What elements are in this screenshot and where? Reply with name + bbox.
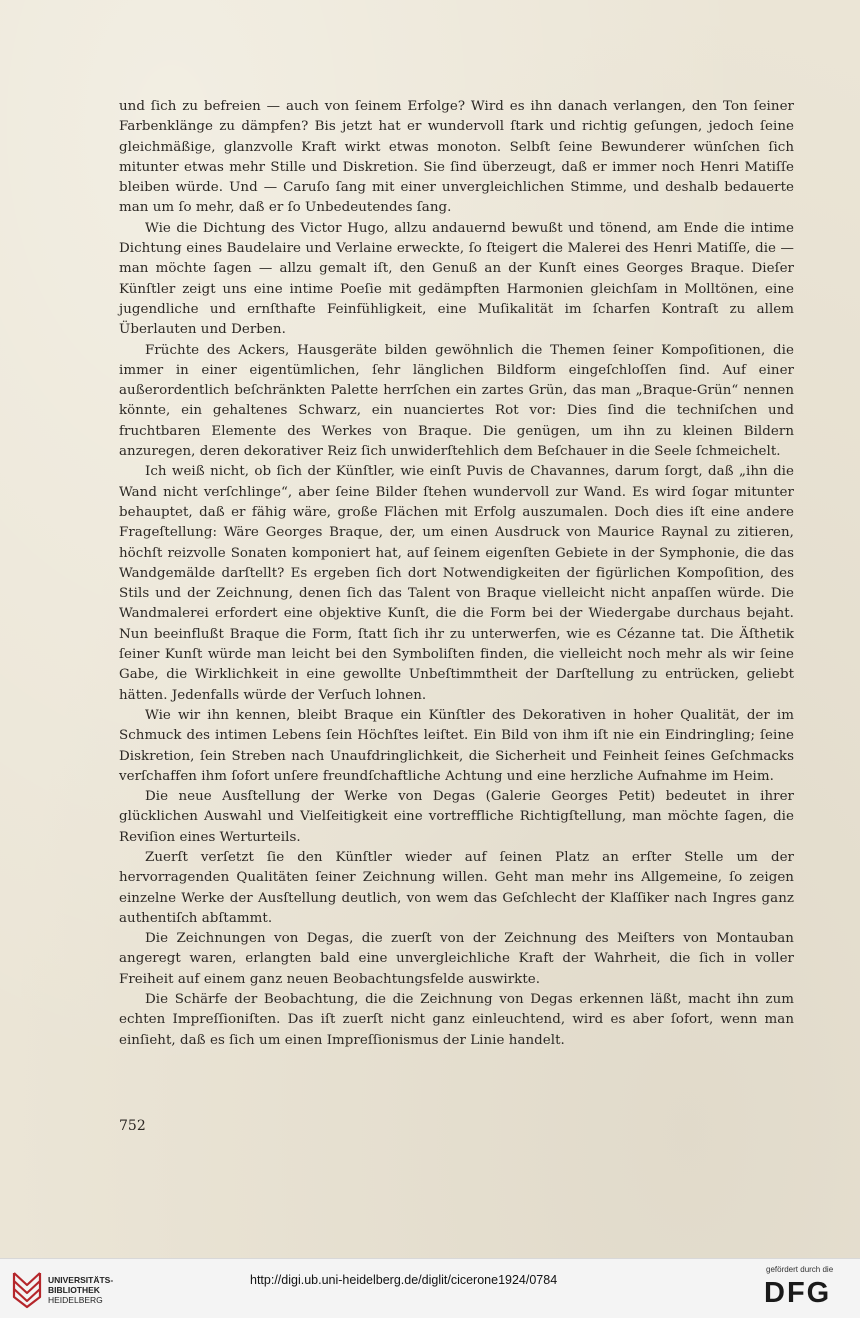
paragraph-8: Die Zeichnungen von Degas, die zuerſt von der Zeichnung des Meiſters von Montauban angeregt waren, erlangten bald eine unvergleichliche Kraft der Wahrheit, die ſich in voller Freiheit auf einem ganz neuen Beobachtungsfelde auswirkte. (119, 931, 794, 987)
page-number: 752 (119, 1118, 146, 1134)
paragraph-9: Die Schärfe der Beobachtung, die die Zeichnung von Degas erkennen läßt, macht ihn zum echten Impreſſioniſten. Das iſt zuerſt nicht ganz einleuchtend, wird es aber ſofort, wenn man einſieht, daß es ſich um einen Impreſſionismus der Linie handelt. (119, 992, 794, 1048)
university-library-name (48, 1275, 113, 1305)
library-name-line-2: BIBLIOTHEK (48, 1285, 100, 1295)
article-body (119, 97, 794, 1051)
sponsor-caption: gefördert durch die (766, 1265, 834, 1274)
paragraph-2: Wie die Dichtung des Victor Hugo, allzu andauernd bewußt und tönend, am Ende die intime Dichtung eines Baudelaire und Verlaine erweckte, ſo ſteigert die Malerei des Henri Matiſſe, die — man möchte ſagen — allzu gemalt iſt, den Genuß an der Kunſt eines Georges Braque. Dieſer Künſtler zeigt uns eine intime Poeſie mit gedämpften Harmonien gleichſam in Molltönen, eine jugendliche und ernſthafte Feinfühligkeit, eine Muſikalität im ſcharfen Kontraſt zu allem Überlauten und Derben. (119, 220, 794, 338)
permalink-url[interactable]: http://digi.ub.uni-heidelberg.de/diglit/cicerone1924/0784 (250, 1273, 558, 1287)
paragraph-5: Wie wir ihn kennen, bleibt Braque ein Künſtler des Dekorativen in hoher Qualität, der im Schmuck des intimen Lebens ſein Höchſtes leiſtet. Ein Bild von ihm iſt nie ein Eindringling; ſeine Diskretion, ſein Streben nach Unaufdringlichkeit, die Sicherheit und Feinheit ſeines Geſchmacks verſchaffen ihm ſofort unſere freundſchaftliche Achtung und eine herzliche Aufnahme im Heim. (119, 707, 794, 784)
paragraph-1: und ſich zu befreien — auch von ſeinem Erfolge? Wird es ihn danach verlangen, den Ton ſeiner Farbenklänge zu dämpfen? Bis jetzt hat er wundervoll ſtark und richtig geſungen, jedoch ſeine gleichmäßige, glanzvolle Kraft wirkt etwas monoton. Selbſt ſeine Bewunderer wünſchen ſich mitunter etwas mehr Stille und Diskretion. Sie ſind überzeugt, daß er immer noch Henri Matiſſe bleiben würde. Und — Caruſo ſang mit einer unvergleichlichen Stimme, und deshalb bedauerte man um ſo mehr, daß er ſo Unbedeutendes ſang. (119, 99, 794, 216)
paragraph-6: Die neue Ausſtellung der Werke von Degas (Galerie Georges Petit) bedeutet in ihrer glücklichen Auswahl und Vielſeitigkeit eine vortreffliche Richtigſtellung, man möchte ſagen, die Reviſion eines Werturteils. (119, 789, 794, 845)
paragraph-4: Ich weiß nicht, ob ſich der Künſtler, wie einſt Puvis de Chavannes, darum ſorgt, daß „ihn die Wand nicht verſchlinge“, aber ſeine Bilder ſtehen wundervoll zur Wand. Es wird ſogar mitunter behauptet, daß er fähig wäre, große Flächen mit Erfolg auszumalen. Doch dies iſt eine andere Frageſtellung: Wäre Georges Braque, der, um einen Ausdruck von Maurice Raynal zu zitieren, höchſt reizvolle Sonaten komponiert hat, auf ſeinem eigenſten Gebiete in der Symphonie, die das Wandgemälde darſtellt? Es ergeben ſich dort Notwendigkeiten der figürlichen Kompoſition, des Stils und der Zeichnung, denen ſich das Talent von Braque vielleicht nicht anpaſſen würde. Die Wandmalerei erfordert eine objektive Kunſt, die die Form bei der Wiedergabe durchaus bejaht. Nun beeinflußt Braque die Form, ſtatt ſich ihr zu unterwerfen, wie es Cézanne tat. Die Äſthetik ſeiner Kunſt würde man leicht bei den Symboliſten finden, die vielleicht noch mehr als wir ſeine Gabe, die Wirklichkeit in eine gewollte Unbeſtimmtheit der Darſtellung zu entrücken, geliebt hätten. Jedenfalls würde der Verſuch lohnen. (119, 464, 794, 703)
university-library-logo-icon (10, 1267, 44, 1309)
paragraph-7: Zuerſt verſetzt ſie den Künſtler wieder auf ſeinen Platz an erſter Stelle um der hervorragenden Qualitäten ſeiner Zeichnung willen. Geht man mehr ins Allgemeine, ſo zeigen einzelne Werke der Ausſtellung deutlich, von wem das Geſchlecht der Klaſſiker nach Ingres ganz authentiſch abſtammt. (119, 849, 794, 926)
digitization-footer (0, 1258, 860, 1318)
paragraph-3: Früchte des Ackers, Hausgeräte bilden gewöhnlich die Themen ſeiner Kompoſitionen, die immer in einer eigentümlichen, ſehr länglichen Bildform eingeſchloſſen ſind. Auf einer außerordentlich beſchränkten Palette herrſchen ein zartes Grün, das man „Braque-Grün“ nennen könnte, ein gehaltenes Schwarz, ein nuanciertes Rot vor: Dies ſind die techniſchen und fruchtbaren Elemente des Werkes von Braque. Die genügen, um ihn zu kleinen Bildern anzuregen, deren dekorativer Reiz ſich unwiderſtehlich dem Beſchauer in die Seele ſchmeichelt. (119, 342, 794, 460)
library-name-line-3: HEIDELBERG (48, 1295, 103, 1305)
library-name-line-1: UNIVERSITÄTS- (48, 1275, 114, 1285)
dfg-logo: DFG (764, 1277, 832, 1309)
